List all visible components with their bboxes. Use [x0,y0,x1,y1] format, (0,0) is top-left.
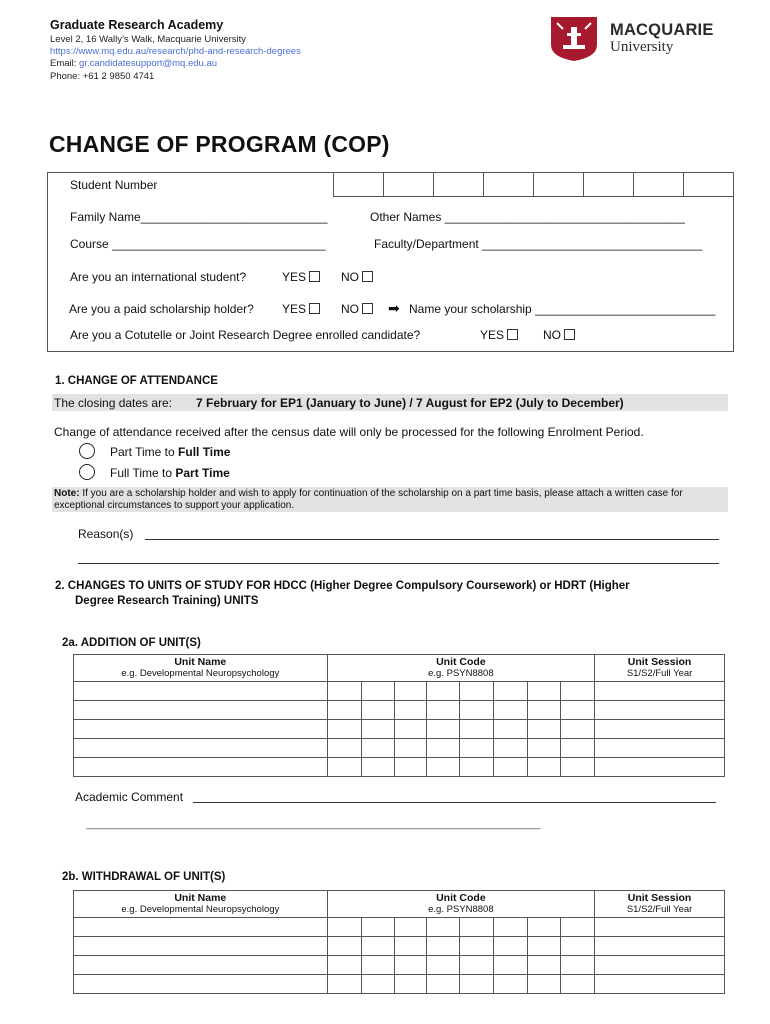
cell[interactable] [394,682,427,701]
cell[interactable] [561,956,595,975]
table-row[interactable] [74,975,725,994]
cell[interactable] [595,739,725,758]
cell[interactable] [595,937,725,956]
cell[interactable] [528,758,561,777]
cell[interactable] [494,937,528,956]
cell[interactable] [460,758,494,777]
cell[interactable] [74,758,328,777]
radio-part-to-full[interactable] [79,443,95,459]
scholarship-yes[interactable] [282,302,320,316]
cell[interactable] [74,720,328,739]
international-no[interactable] [341,270,373,284]
cell[interactable] [327,758,361,777]
cell[interactable] [394,937,427,956]
cell[interactable] [74,739,328,758]
table-row[interactable] [74,918,725,937]
cell[interactable] [460,975,494,994]
cell[interactable] [595,975,725,994]
census-text: Change of attendance received after the census date will only be processed for the following Enrolment Period. [54,425,644,439]
yes-label: YES [282,270,307,284]
cell[interactable] [361,975,394,994]
email-label: Email: [50,58,77,69]
withdrawal-table [73,890,725,994]
col-code-eg: e.g. PSYN8808 [428,668,494,679]
cell[interactable] [561,937,595,956]
table-row[interactable] [74,739,725,758]
table-header-row [74,891,725,918]
cell[interactable] [561,758,595,777]
international-yes[interactable] [282,270,320,284]
cell[interactable] [394,701,427,720]
cell[interactable] [460,720,494,739]
col-name-eg: e.g. Developmental Neuropsychology [121,668,280,679]
page-title: CHANGE OF PROGRAM (COP) [49,131,390,157]
cell[interactable] [361,701,394,720]
table-row[interactable] [74,758,725,777]
email-line [50,58,217,69]
cell[interactable] [528,701,561,720]
col-code-eg: e.g. PSYN8808 [428,904,494,915]
cell[interactable] [74,937,328,956]
phone: Phone: +61 2 9850 4741 [50,71,155,82]
cell[interactable] [595,758,725,777]
cell[interactable] [595,720,725,739]
student-details-box [47,172,734,352]
cell[interactable] [460,701,494,720]
cell[interactable] [494,720,528,739]
cell[interactable] [427,937,460,956]
cell[interactable] [327,937,361,956]
table-row[interactable] [74,701,725,720]
cell[interactable] [528,682,561,701]
checkbox[interactable] [309,271,320,282]
unit-code-header [327,891,595,918]
faculty-field[interactable]: Faculty/Department _________________________________ [374,237,703,251]
note-text: If you are a scholarship holder and wish to apply for continuation of the scholarship on a part time basis, please attach a written case for exceptional circumstances to support your application. [54,488,683,511]
unit-session-header [595,891,725,918]
scholarship-no[interactable] [341,302,373,316]
closing-dates-bar [52,394,728,411]
cell[interactable] [327,918,361,937]
option-bold: Full Time [178,445,231,459]
student-number-digit[interactable] [583,172,633,197]
cell[interactable] [361,720,394,739]
col-session-eg: S1/S2/Full Year [626,668,693,679]
cell[interactable] [361,758,394,777]
email-link[interactable]: gr.candidatesupport@mq.edu.au [79,58,218,69]
arrow-right-icon: ➡ [388,300,400,316]
academic-comment-line-2[interactable]: _____________________________________________________________________________________ [86,818,540,830]
cell[interactable] [528,720,561,739]
student-number-digit[interactable] [683,172,733,197]
cell[interactable] [427,956,460,975]
withdrawal-heading: 2b. WITHDRAWAL OF UNIT(S) [62,871,226,883]
cell[interactable] [394,739,427,758]
yes-label: YES [282,302,307,316]
unit-name-header [74,655,328,682]
cell[interactable] [528,937,561,956]
cell[interactable] [394,956,427,975]
option-prefix: Part Time to [110,445,179,459]
cell[interactable] [528,956,561,975]
checkbox[interactable] [362,271,373,282]
cell[interactable] [561,701,595,720]
cell[interactable] [460,739,494,758]
student-number-digit[interactable] [333,172,383,197]
student-number-label: Student Number [70,178,158,192]
course-field[interactable]: Course ________________________________ [70,237,326,251]
cell[interactable] [394,720,427,739]
scholarship-note [52,487,728,512]
cell[interactable] [427,701,460,720]
cell[interactable] [494,956,528,975]
student-number-digit[interactable] [633,172,683,197]
cell[interactable] [494,682,528,701]
col-name: Unit Name [174,892,227,904]
table-row[interactable] [74,937,725,956]
academic-comment-line-1[interactable] [193,802,716,803]
international-question: Are you an international student? [70,270,247,284]
cell[interactable] [460,956,494,975]
cell[interactable] [494,975,528,994]
cell[interactable] [561,739,595,758]
cotutelle-yes[interactable] [480,328,518,342]
cell[interactable] [494,701,528,720]
table-header-row [74,655,725,682]
option-part-to-full [110,445,230,459]
unit-name-header [74,891,328,918]
cell[interactable] [494,918,528,937]
cell[interactable] [327,975,361,994]
cell[interactable] [361,937,394,956]
cell[interactable] [427,758,460,777]
cell[interactable] [74,701,328,720]
cell[interactable] [361,956,394,975]
checkbox[interactable] [507,329,518,340]
unit-session-header [595,655,725,682]
cell[interactable] [394,975,427,994]
cell[interactable] [427,975,460,994]
closing-label: The closing dates are: [54,396,173,410]
student-number-cells[interactable] [333,172,733,197]
option-bold: Part Time [175,466,230,480]
closing-dates: 7 February for EP1 (January to June) / 7 August for EP2 (July to December) [196,396,624,410]
option-full-to-part [110,466,230,480]
section2-heading-1: 2. CHANGES TO UNITS OF STUDY FOR HDCC (Higher Degree Compulsory Coursework) or HDRT (Higher [55,580,630,592]
col-name: Unit Name [174,656,227,668]
cell[interactable] [327,682,361,701]
cell[interactable] [528,918,561,937]
cell[interactable] [494,758,528,777]
cell[interactable] [561,720,595,739]
org-name: Graduate Research Academy [50,18,224,32]
cell[interactable] [427,739,460,758]
col-code: Unit Code [436,656,486,668]
cell[interactable] [74,975,328,994]
col-session: Unit Session [627,656,692,668]
scholarship-question: Are you a paid scholarship holder? [69,302,254,316]
cell[interactable] [595,682,725,701]
checkbox[interactable] [309,303,320,314]
reason-label: Reason(s) [78,527,134,541]
yes-label: YES [480,328,505,342]
checkbox[interactable] [564,329,575,340]
cell[interactable] [528,975,561,994]
website-link[interactable]: https://www.mq.edu.au/research/phd-and-research-degrees [50,46,301,57]
unit-code-header [327,655,595,682]
cell[interactable] [361,739,394,758]
checkbox[interactable] [362,303,373,314]
scholarship-name-field[interactable]: Name your scholarship ___________________________ [409,302,716,316]
col-session-eg: S1/S2/Full Year [626,904,693,915]
university-wordmark [610,22,714,55]
cell[interactable] [74,918,328,937]
cell[interactable] [327,720,361,739]
table-row[interactable] [74,956,725,975]
student-number-digit[interactable] [433,172,483,197]
cell[interactable] [327,701,361,720]
other-names-field[interactable]: Other Names ____________________________________ [370,210,685,224]
address: Level 2, 16 Wally’s Walk, Macquarie University [50,34,247,45]
logo-line1: MACQUARIE [610,21,714,39]
reason-line-2[interactable] [78,563,719,564]
cell[interactable] [595,956,725,975]
cell[interactable] [561,918,595,937]
col-code: Unit Code [436,892,486,904]
logo-line2: University [610,38,674,55]
cell[interactable] [327,739,361,758]
student-number-digit[interactable] [483,172,533,197]
col-session: Unit Session [627,892,692,904]
section1-heading: 1. CHANGE OF ATTENDANCE [55,375,218,387]
no-label: NO [543,328,561,342]
cell[interactable] [494,739,528,758]
cell[interactable] [427,720,460,739]
note-label: Note: [54,488,80,499]
cell[interactable] [460,918,494,937]
student-number-digit[interactable] [533,172,583,197]
cell[interactable] [394,918,427,937]
cell[interactable] [361,682,394,701]
no-label: NO [341,270,359,284]
cell[interactable] [561,975,595,994]
cell[interactable] [361,918,394,937]
table-row[interactable] [74,682,725,701]
student-number-digit[interactable] [383,172,433,197]
cell[interactable] [528,739,561,758]
cell[interactable] [595,701,725,720]
cell[interactable] [427,682,460,701]
cell[interactable] [394,758,427,777]
addition-table [73,654,725,777]
cell[interactable] [460,682,494,701]
cotutelle-no[interactable] [543,328,575,342]
radio-full-to-part[interactable] [79,464,95,480]
cell[interactable] [427,918,460,937]
cotutelle-question: Are you a Cotutelle or Joint Research Degree enrolled candidate? [70,328,421,342]
addition-heading: 2a. ADDITION OF UNIT(S) [62,637,201,649]
cell[interactable] [74,682,328,701]
col-name-eg: e.g. Developmental Neuropsychology [121,904,280,915]
family-name-field[interactable]: Family Name____________________________ [70,210,328,224]
academic-comment-label: Academic Comment [75,790,184,804]
cell[interactable] [561,682,595,701]
section2-heading-2: Degree Research Training) UNITS [75,595,259,607]
table-row[interactable] [74,720,725,739]
cell[interactable] [74,956,328,975]
cell[interactable] [460,937,494,956]
no-label: NO [341,302,359,316]
macquarie-logo-icon [551,17,597,61]
reason-line-1[interactable] [145,539,719,540]
option-prefix: Full Time to [110,466,176,480]
cell[interactable] [595,918,725,937]
cell[interactable] [327,956,361,975]
